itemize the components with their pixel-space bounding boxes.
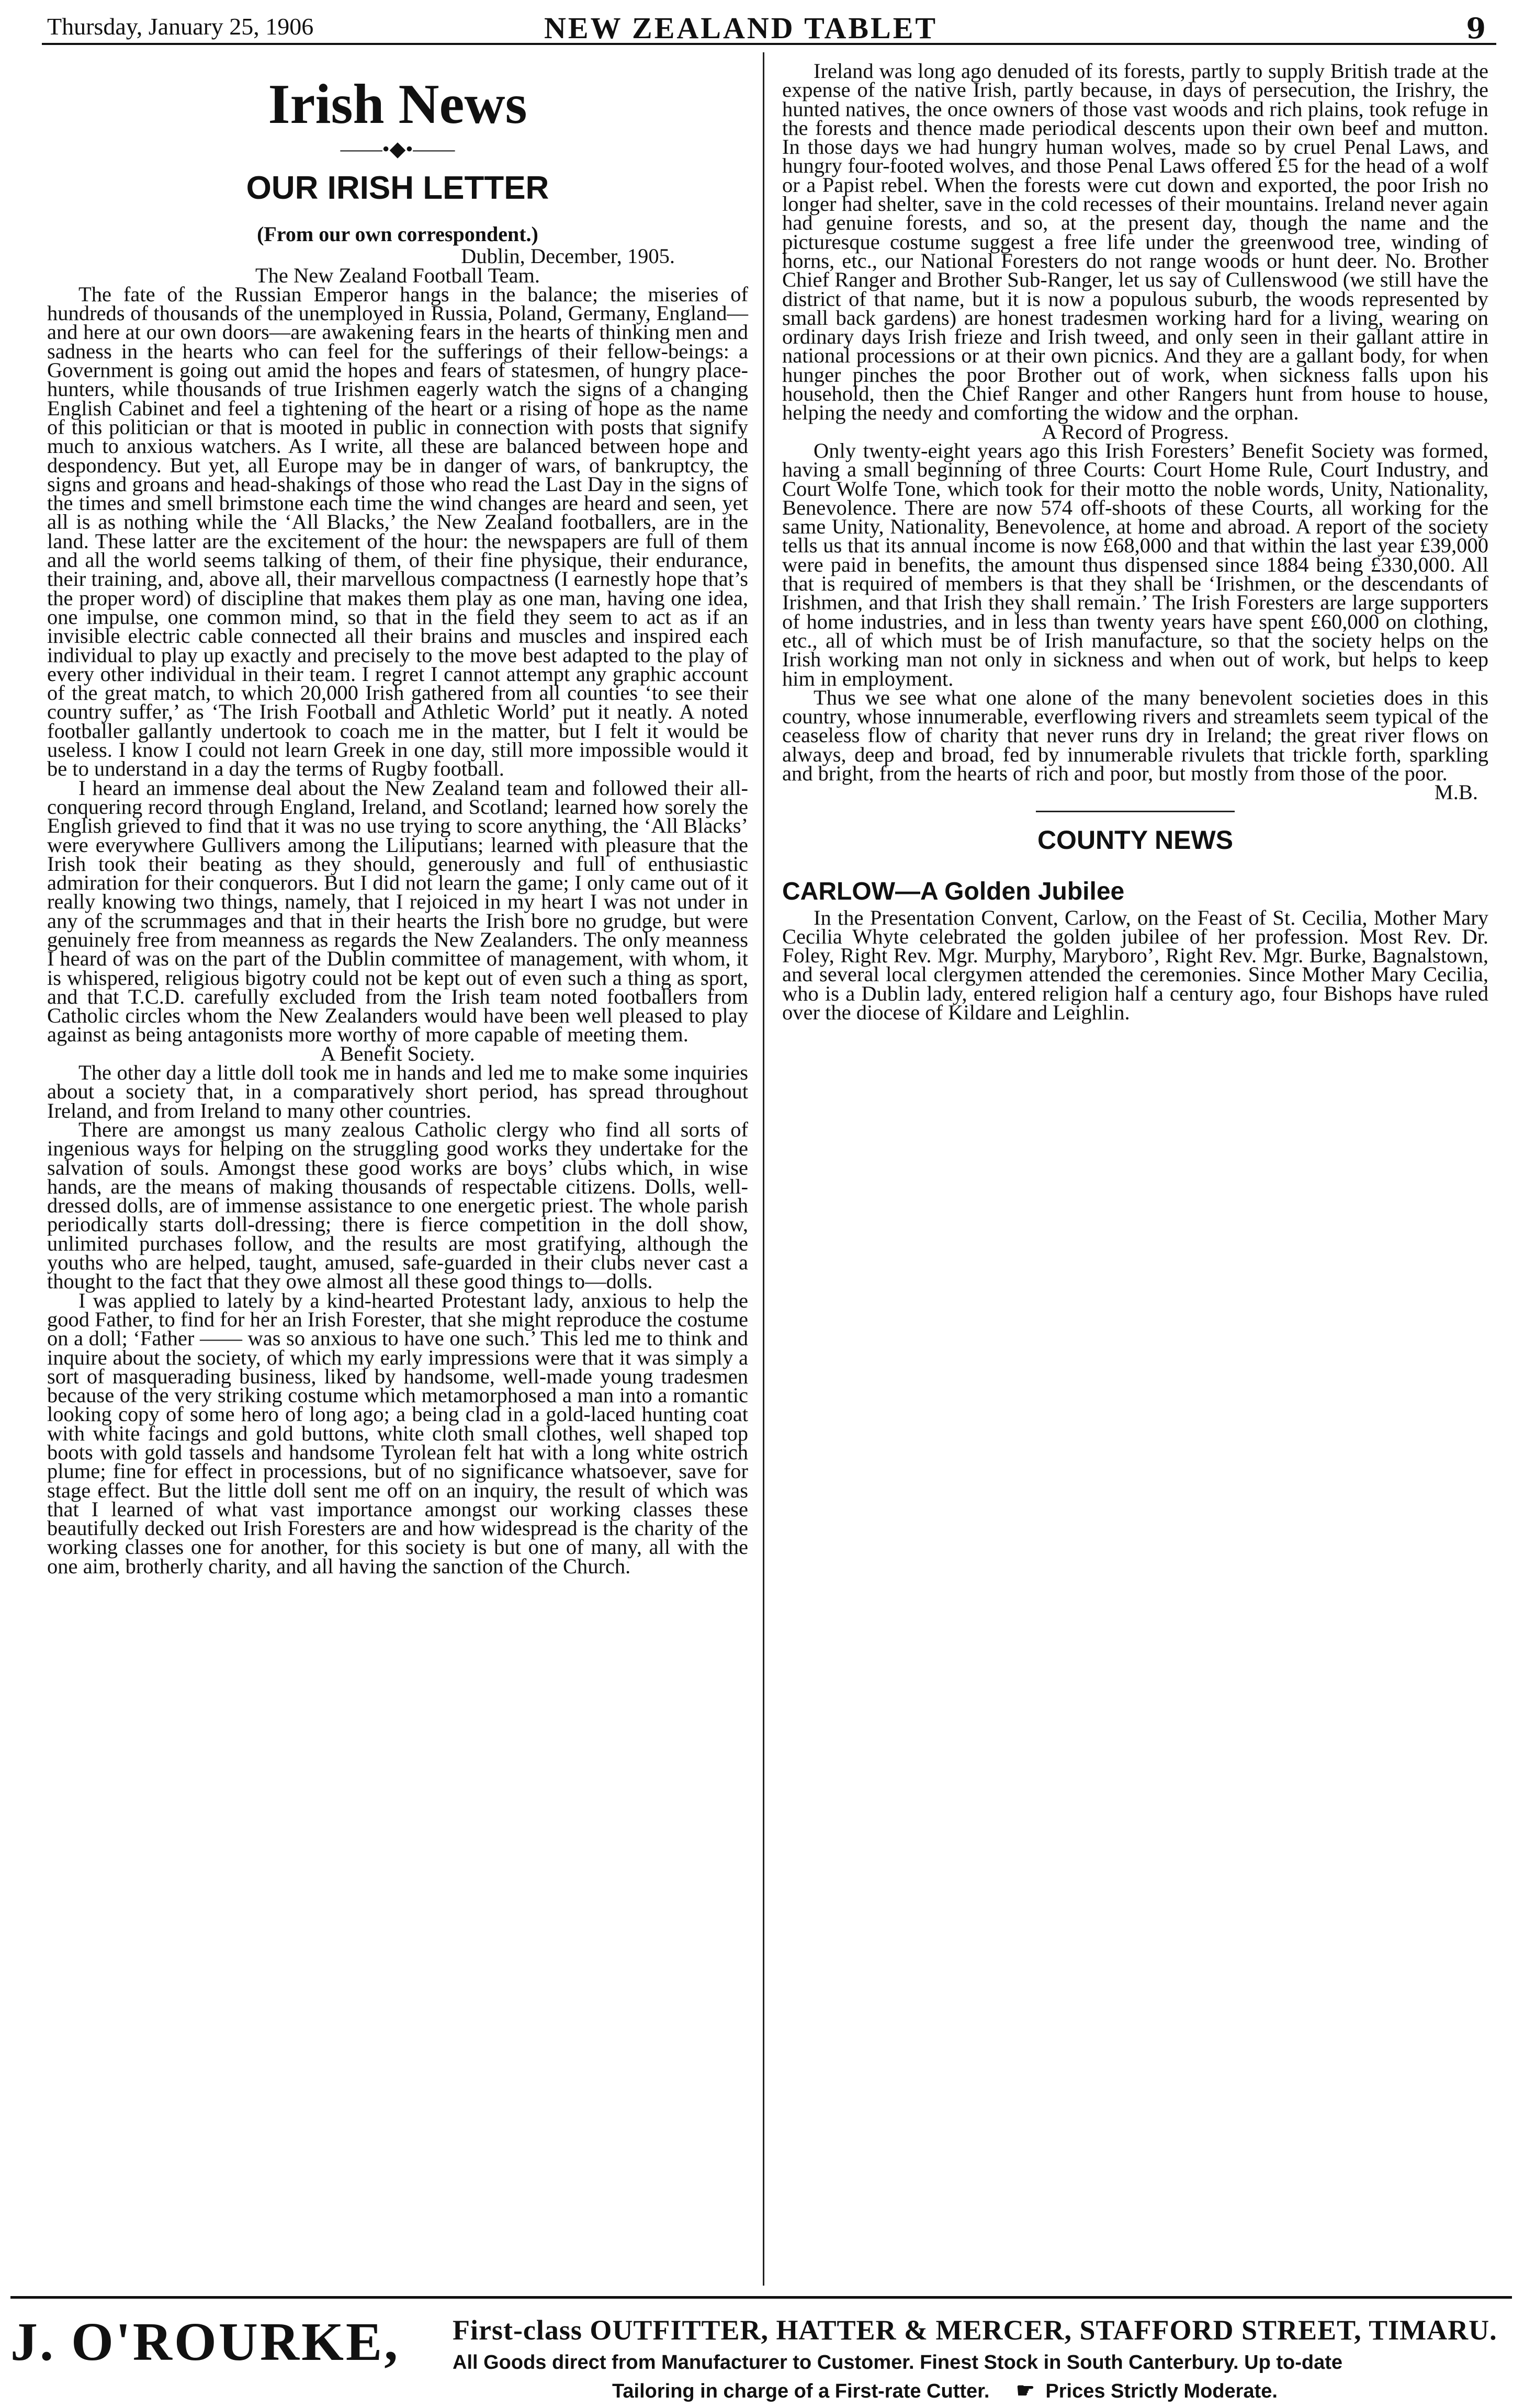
paragraph: The other day a little doll took me in hands and led me to make some inquiries about a society that, in a comparatively short period, has spread throughout Ireland, and from Ireland to many other countries. [47, 1061, 748, 1122]
paragraph-continued: I was applied to lately by a kind-hearted Protestant lady, anxious to help the good Father, to find for her an Irish Forester, that she might reproduce the costume on a doll; ‘Father —— was so anxious to have one such.’ This led me to think and inquire about the society, of which my early impressions were that it was simply a sort of masquerading business, liked by handsome, well-made young tradesmen because of the very striking costume which metamorphosed a man into a romantic looking copy of some hero of long ago; a being clad in a gold-laced hunting coat with white facings and gold buttons, white cloth small clothes, well shaped top boots with gold tassels and handsome Tyrolean felt hat with a long white ostrich plume; fine for effect in processions, but of no significance whatsoever, save for stage effect. But the little doll sent me off on an inquiry, the result of which was that I learned of what vast importance amongst our working classes these beautifully decked out Irish Foresters are and how widespread is the charity of the working classes one for another, for this society is but one of many, all with the one aim, brotherly charity, and all having the sanction of the Church. [47, 1288, 748, 1578]
paragraph: Thus we see what one alone of the many benevolent societies does in this country, whose innumerable, everflowing rivers and streamlets seem typical of the ceaseless flow of charity that never runs dry in Ireland; the great river flows on always, deep and broad, fed by innumerable rivulets that trickle forth, sparkling and bright, from the hearts of rich and poor, but mostly from those of the poor. [782, 685, 1488, 785]
issue-date: Thursday, January 25, 1906 [47, 13, 314, 40]
article-title: CARLOW—A Golden Jubilee [782, 877, 1125, 905]
advert-line-2: All Goods direct from Manufacturer to Customer. Finest Stock in South Canterbury. Up to-date [453, 2352, 1343, 2373]
byline: (From our own correspondent.) [257, 222, 538, 246]
advert-line-3b: Prices Strictly Moderate. [1045, 2380, 1278, 2402]
subhead-football-team: The New Zealand Football Team. [255, 263, 540, 287]
column-divider [763, 52, 764, 2286]
paper-title: NEW ZEALAND TABLET [544, 11, 938, 45]
section-heading-irish-news: Irish News [268, 73, 527, 135]
paragraph: In the Presentation Convent, Carlow, on the Feast of St. Cecilia, Mother Mary Cecilia Whyte celebrated the golden jubilee of her profession. Most Rev. Dr. Foley, Right Rev. Mgr. Murphy, Maryboro’, Right Rev. Mgr. Burke, Bagnalstown, and several local clergymen attended the ceremonies. Since Mother Mary Cecilia, who is a Dublin lady, entered religion half a century ago, four Bishops have ruled over the diocese of Kildare and Leighlin. [782, 905, 1488, 1025]
paragraph: The fate of the Russian Emperor hangs in the balance; the miseries of hundreds of thousands of the unemployed in Russia, Poland, Germany, England—and here at our own doors—are awakening fears in the hearts of thinking men and sadness in the hearts who can feel for the sufferings of their fellow-beings: a Government is going out amid the hopes and fears of statesmen, of hungry place-hunters, while thousands of true Irishmen eagerly watch the signs of a changing English Cabinet and feel a tightening of the heart or a rising of hope as the name of this politician or that is mooted in public in connection with posts that signify much to anxious watchers. As I write, all these are balanced between hope and despondency. But yet, all Europe may be in danger of wars, of bankruptcy, the signs and groans and head-shakings of those who read the Last Day in the signs of the times and smell brimstone each time the wind changes are heard and seen, yet all is as nothing while the ‘All Blacks,’ the New Zealand footballers, are in the land. These latter are the excitement of the hour: the newspapers are full of them and all the world seems talking of them, of their fine physique, their endurance, their training, and, above all, their marvellous compactness (I earnestly hope that’s the proper word) of discipline that makes them play as one man, having one idea, one impulse, one common mind, so that in the field they seem to act as if an invisible electric cable connected all their brains and muscles and inspired each individual to play up exactly and precisely to the move best adapted to the play of every other individual in their team. I regret I cannot attempt any graphic account of the great match, to which 20,000 Irish gathered from all counties ‘to see their country suffer,’ as ‘The Irish Football and Athletic World’ put it neatly. A noted footballer gallantly undertook to coach me in the matter, but I felt it would be useless. I know I could not learn Greek in one day, still more impossible would it be to understand in a day the terms of Rugby football. [47, 282, 748, 781]
county-news-heading: COUNTY NEWS [1037, 825, 1234, 855]
paragraph: Only twenty-eight years ago this Irish Foresters’ Benefit Society was formed, having a small beginning of three Courts: Court Home Rule, Court Industry, and Court Wolfe Tone, which took for their motto the noble words, Unity, Nationality, Benevolence. There are now 574 off-shoots of these Courts, all working for the same Unity, Nationality, Benevolence, at home and abroad. A report of the society tells us that its annual income is now £68,000 and that within the last year £39,000 were paid in benefits, the amount thus dispensed since 1884 being £330,000. All that is required of members is that they shall be ‘Irishmen, or the descendants of Irishmen, and that Irish they shall remain.’ The Irish Foresters are large supporters of home industries, and in less than twenty years have spent £60,000 on clothing, etc., all of which must be of Irish manufacture, so that the society helps on the Irish working man not only in sickness and when out of work, but helps to keep him in employment. [782, 438, 1488, 690]
section-rule [1036, 811, 1235, 812]
advertisement [10, 2307, 1512, 2403]
subhead-record-of-progress: A Record of Progress. [1042, 419, 1229, 444]
advertiser-name: J. O'ROURKE, [10, 2312, 400, 2372]
advert-tagline: First-class OUTFITTER, HATTER & MERCER, STAFFORD STREET, TIMARU. [453, 2314, 1497, 2346]
letter-heading: OUR IRISH LETTER [246, 170, 549, 206]
paragraph: Ireland was long ago denuded of its forests, partly to supply British trade at the expense of the native Irish, partly because, in days of persecution, the Irishry, the hunted natives, the once owners of those vast woods and rich plains, took refuge in the forests and thence made periodical descents upon their own beef and mutton. In those days we had hungry human wolves, made so by cruel Penal Laws, and hungry four-footed wolves, and those Penal Laws offered £5 for the head of a wolf or a Papist rebel. When the forests were cut down and exported, the poor Irish no longer had shelter, save in the cold recesses of their mountains. Ireland never again had genuine forests, and so, at the present day, though the name and the picturesque costume suggest a free life under the greenwood tree, winding of horns, etc., our National Foresters do not range woods or hunt deer. No. Brother Chief Ranger and Brother Sub-Ranger, let us say of Cullenswood (we still have the district of that name, but it is now a populous suburb, the woods represented by small back gardens) are honest tradesmen working hard for a living, wearing on ordinary days Irish frieze and Irish tweed, and only seen in their gallant attire in national processions or at their own picnics. And they are a gallant body, for when hunger pinches the poor Brother out of work, when sickness falls upon his household, then the Chief Ranger and other Rangers hunt from house to house, helping the needy and comforting the widow and the orphan. [782, 59, 1488, 425]
pointing-hand-icon: ☛ [1015, 2379, 1035, 2402]
paragraph: I heard an immense deal about the New Zealand team and followed their all-conquering record through England, Ireland, and Scotland; learned how sorely the English grieved to find that it was no use trying to score anything, the ‘All Blacks’ were everywhere Gullivers among the Liliputians; learned with pleasure that the Irish took their beating as they should, generously and full of enthusiastic admiration for their conquerors. But I did not learn the game; I only came out of it really knowing two things, namely, that I rejoiced in my heart I was not under in any of the scrummages and that in their hearts the Irish bore no grudge, but were genuinely free from meanness as regards the New Zealanders. The only meanness I heard of was on the part of the Dublin committee of management, with whom, it is whispered, religious bigotry could not be kept out of even such a thing as sport, and that T.C.D. carefully excluded from the Irish team noted footballers from Catholic circles whom the New Zealanders would have been well pleased to play against as being antagonists more worthy of more capable of meeting them. [47, 776, 748, 1047]
ornament-divider: ——•◆•—— [340, 137, 455, 161]
advert-line-3 [612, 2379, 1278, 2403]
page-number: 9 [1466, 12, 1486, 45]
right-column [782, 59, 1488, 1025]
advert-line-3a: Tailoring in charge of a First-rate Cutter. [612, 2380, 990, 2402]
advert-rule [10, 2296, 1512, 2299]
masthead [42, 10, 1496, 45]
paragraph: There are amongst us many zealous Catholic clergy who find all sorts of ingenious ways for helping on the struggling good works they undertake for the salvation of souls. Amongst these good works are boys’ clubs which, in wise hands, are the means of making thousands of respectable citizens. Dolls, well-dressed dolls, are of immense assistance to one energetic priest. The whole parish periodically starts doll-dressing; there is fierce competition in the doll show, unlimited purchases follow, and the results are most gratifying, although the youths who are helped, taught, amused, safe-guarded in their clubs never cast a thought to the fact that they owe almost all these good things to—dolls. [47, 1117, 748, 1293]
dateline: Dublin, December, 1905. [461, 244, 675, 268]
subhead-benefit-society: A Benefit Society. [320, 1041, 475, 1065]
signature: M.B. [1434, 780, 1478, 804]
left-column [47, 52, 748, 1576]
